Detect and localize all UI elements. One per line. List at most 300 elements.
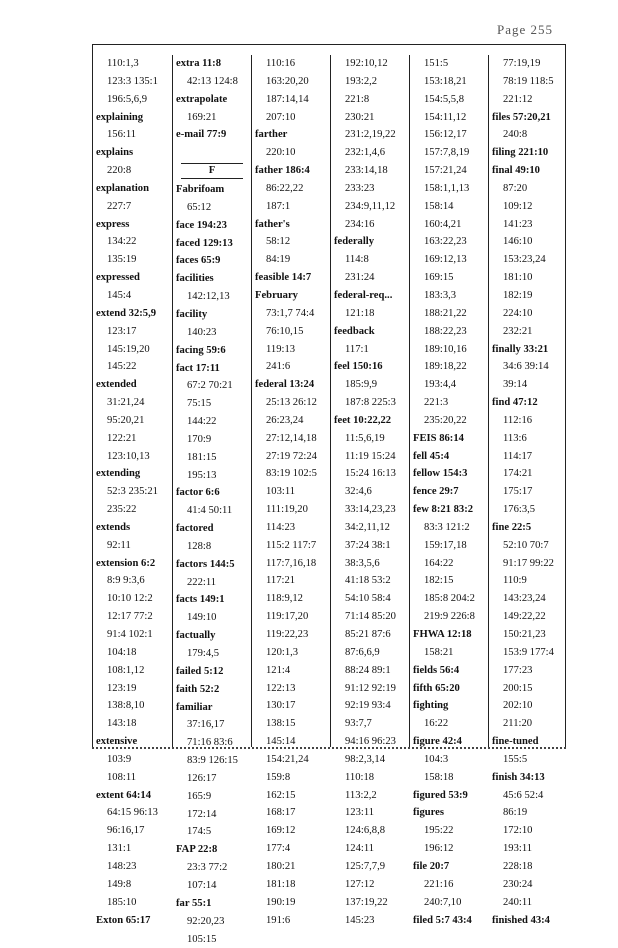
index-term: finally 33:21 [489, 341, 567, 359]
index-reference: 121:18 [331, 305, 409, 323]
index-reference: 92:20,23 [173, 913, 251, 931]
index-reference: 104:3 [410, 751, 488, 769]
index-reference: 107:14 [173, 877, 251, 895]
index-term: extending [93, 465, 172, 483]
index-reference: 185:9,9 [331, 376, 409, 394]
index-reference: 231:24 [331, 269, 409, 287]
index-reference: 175:17 [489, 483, 567, 501]
page-number: Page 255 [497, 22, 553, 38]
index-term: federally [331, 233, 409, 251]
index-reference: 159:17,18 [410, 537, 488, 555]
index-reference: 145:14 [252, 733, 330, 751]
index-reference: 155:5 [489, 751, 567, 769]
index-reference: 58:12 [252, 233, 330, 251]
index-reference: 188:22,23 [410, 323, 488, 341]
index-reference: 154:11,12 [410, 109, 488, 127]
index-reference: 71:16 83:6 [173, 734, 251, 752]
index-term: FAP 22:8 [173, 841, 251, 859]
index-reference: 169:12,13 [410, 251, 488, 269]
index-reference: 233:14,18 [331, 162, 409, 180]
index-reference: 65:12 [173, 199, 251, 217]
index-reference: 86:22,22 [252, 180, 330, 198]
index-term: February [252, 287, 330, 305]
index-reference: 195:22 [410, 822, 488, 840]
index-reference: 156:12,17 [410, 126, 488, 144]
index-reference: 182:15 [410, 572, 488, 590]
index-reference: 31:21,24 [93, 394, 172, 412]
index-reference: 138:8,10 [93, 697, 172, 715]
index-term: fighting [410, 697, 488, 715]
index-reference: 103:9 [93, 751, 172, 769]
index-reference: 174:5 [173, 823, 251, 841]
index-reference: 117:1 [331, 341, 409, 359]
index-reference: 73:1,7 74:4 [252, 305, 330, 323]
index-reference: 15:24 16:13 [331, 465, 409, 483]
index-term: failed 5:12 [173, 663, 251, 681]
index-reference: 157:7,8,19 [410, 144, 488, 162]
index-reference: 110:16 [252, 55, 330, 73]
index-reference: 200:15 [489, 680, 567, 698]
index-reference: 180:21 [252, 858, 330, 876]
index-reference: 54:10 58:4 [331, 590, 409, 608]
index-reference: 119:17,20 [252, 608, 330, 626]
index-reference: 188:21,22 [410, 305, 488, 323]
index-reference: 77:19,19 [489, 55, 567, 73]
index-reference: 88:24 89:1 [331, 662, 409, 680]
index-term: figures [410, 804, 488, 822]
index-reference: 211:20 [489, 715, 567, 733]
index-reference: 110:9 [489, 572, 567, 590]
index-term: federal 13:24 [252, 376, 330, 394]
index-term: faith 52:2 [173, 681, 251, 699]
index-reference: 16:22 [410, 715, 488, 733]
index-reference: 187:14,14 [252, 91, 330, 109]
index-reference: 83:3 121:2 [410, 519, 488, 537]
index-reference: 154:5,5,8 [410, 91, 488, 109]
index-reference: 183:3,3 [410, 287, 488, 305]
index-reference: 165:9 [173, 788, 251, 806]
index-reference: 193:11 [489, 840, 567, 858]
index-reference: 172:14 [173, 806, 251, 824]
index-term: father 186:4 [252, 162, 330, 180]
index-reference: 189:10,16 [410, 341, 488, 359]
index-term: fact 17:11 [173, 360, 251, 378]
index-reference: 25:13 26:12 [252, 394, 330, 412]
index-reference: 109:12 [489, 198, 567, 216]
index-reference: 182:19 [489, 287, 567, 305]
index-term: file 20:7 [410, 858, 488, 876]
index-table [92, 44, 566, 747]
index-reference: 231:2,19,22 [331, 126, 409, 144]
index-term: filed 5:7 43:4 [410, 912, 488, 930]
index-reference: 233:23 [331, 180, 409, 198]
index-term: finish 34:13 [489, 769, 567, 787]
index-reference: 232:1,4,6 [331, 144, 409, 162]
index-reference: 227:7 [93, 198, 172, 216]
index-reference: 221:3 [410, 394, 488, 412]
index-reference: 221:12 [489, 91, 567, 109]
index-reference: 193:2,2 [331, 73, 409, 91]
index-reference: 234:16 [331, 216, 409, 234]
index-term: fields 56:4 [410, 662, 488, 680]
index-reference: 196:5,6,9 [93, 91, 172, 109]
index-reference: 11:5,6,19 [331, 430, 409, 448]
index-reference: 181:18 [252, 876, 330, 894]
index-term: figured 53:9 [410, 787, 488, 805]
index-term: extends [93, 519, 172, 537]
index-term: feet 10:22,22 [331, 412, 409, 430]
index-reference: 42:13 124:8 [173, 73, 251, 91]
index-reference: 110:1,3 [93, 55, 172, 73]
index-reference: 187:1 [252, 198, 330, 216]
index-reference: 120:1,3 [252, 644, 330, 662]
index-reference: 181:15 [173, 449, 251, 467]
index-reference: 93:7,7 [331, 715, 409, 733]
index-reference: 122:21 [93, 430, 172, 448]
index-reference: 158:14 [410, 198, 488, 216]
index-reference: 130:17 [252, 697, 330, 715]
index-reference: 92:11 [93, 537, 172, 555]
index-term: extend 32:5,9 [93, 305, 172, 323]
index-reference: 135:19 [93, 251, 172, 269]
index-reference: 158:1,1,13 [410, 180, 488, 198]
index-reference: 169:15 [410, 269, 488, 287]
index-reference: 224:10 [489, 305, 567, 323]
index-reference: 94:16 96:23 [331, 733, 409, 751]
blank-line [173, 144, 251, 162]
index-term: e-mail 77:9 [173, 126, 251, 144]
index-reference: 177:23 [489, 662, 567, 680]
index-reference: 103:11 [252, 483, 330, 501]
index-reference: 45:6 52:4 [489, 787, 567, 805]
index-reference: 113:2,2 [331, 787, 409, 805]
index-column-6 [488, 55, 567, 747]
index-reference: 181:10 [489, 269, 567, 287]
index-reference: 145:4 [93, 287, 172, 305]
index-reference: 33:14,23,23 [331, 501, 409, 519]
index-reference: 108:1,12 [93, 662, 172, 680]
index-reference: 240:8 [489, 126, 567, 144]
index-reference: 232:21 [489, 323, 567, 341]
index-reference: 145:19,20 [93, 341, 172, 359]
index-reference: 121:4 [252, 662, 330, 680]
index-term: express [93, 216, 172, 234]
section-letter: F [181, 163, 243, 179]
index-term: facility [173, 306, 251, 324]
index-reference: 91:17 99:22 [489, 555, 567, 573]
index-term: fellow 154:3 [410, 465, 488, 483]
index-column-1 [93, 55, 172, 747]
index-reference: 118:9,12 [252, 590, 330, 608]
index-term: fell 45:4 [410, 448, 488, 466]
index-term: fifth 65:20 [410, 680, 488, 698]
index-reference: 185:10 [93, 894, 172, 912]
index-column-5 [409, 55, 488, 747]
index-reference: 169:21 [173, 109, 251, 127]
index-term: fine-tuned [489, 733, 567, 751]
index-reference: 151:5 [410, 55, 488, 73]
index-term: facing 59:6 [173, 342, 251, 360]
index-reference: 220:8 [93, 162, 172, 180]
index-reference: 143:23,24 [489, 590, 567, 608]
index-reference: 113:6 [489, 430, 567, 448]
index-reference: 91:4 102:1 [93, 626, 172, 644]
index-reference: 145:22 [93, 358, 172, 376]
index-reference: 168:17 [252, 804, 330, 822]
index-reference: 142:12,13 [173, 288, 251, 306]
index-reference: 114:8 [331, 251, 409, 269]
index-reference: 162:15 [252, 787, 330, 805]
index-reference: 124:11 [331, 840, 409, 858]
index-reference: 221:16 [410, 876, 488, 894]
index-term: filing 221:10 [489, 144, 567, 162]
index-reference: 189:18,22 [410, 358, 488, 376]
index-reference: 39:14 [489, 376, 567, 394]
index-term: feedback [331, 323, 409, 341]
index-reference: 71:14 85:20 [331, 608, 409, 626]
index-reference: 52:10 70:7 [489, 537, 567, 555]
index-term: facilities [173, 270, 251, 288]
index-reference: 10:10 12:2 [93, 590, 172, 608]
index-reference: 124:6,8,8 [331, 822, 409, 840]
index-reference: 148:23 [93, 858, 172, 876]
index-reference: 235:20,22 [410, 412, 488, 430]
index-reference: 41:18 53:2 [331, 572, 409, 590]
index-term: figure 42:4 [410, 733, 488, 751]
index-reference: 67:2 70:21 [173, 377, 251, 395]
index-reference: 131:1 [93, 840, 172, 858]
index-reference: 174:21 [489, 465, 567, 483]
index-reference: 110:18 [331, 769, 409, 787]
index-reference: 187:8 225:3 [331, 394, 409, 412]
index-reference: 154:21,24 [252, 751, 330, 769]
index-reference: 207:10 [252, 109, 330, 127]
index-reference: 191:6 [252, 912, 330, 930]
index-reference: 123:17 [93, 323, 172, 341]
index-term: final 49:10 [489, 162, 567, 180]
index-term: find 47:12 [489, 394, 567, 412]
index-reference: 176:3,5 [489, 501, 567, 519]
index-term: federal-req... [331, 287, 409, 305]
index-reference: 127:12 [331, 876, 409, 894]
index-reference: 230:21 [331, 109, 409, 127]
index-term: extrapolate [173, 91, 251, 109]
index-reference: 92:19 93:4 [331, 697, 409, 715]
index-reference: 83:9 126:15 [173, 752, 251, 770]
index-reference: 143:18 [93, 715, 172, 733]
index-reference: 169:12 [252, 822, 330, 840]
index-reference: 219:9 226:8 [410, 608, 488, 626]
index-reference: 150:21,23 [489, 626, 567, 644]
index-reference: 123:10,13 [93, 448, 172, 466]
index-reference: 228:18 [489, 858, 567, 876]
index-reference: 156:11 [93, 126, 172, 144]
index-term: fence 29:7 [410, 483, 488, 501]
index-reference: 114:17 [489, 448, 567, 466]
index-term: extended [93, 376, 172, 394]
index-reference: 38:3,5,6 [331, 555, 409, 573]
index-reference: 12:17 77:2 [93, 608, 172, 626]
index-reference: 111:19,20 [252, 501, 330, 519]
index-reference: 221:8 [331, 91, 409, 109]
index-term: feasible 14:7 [252, 269, 330, 287]
index-reference: 126:17 [173, 770, 251, 788]
index-reference: 153:18,21 [410, 73, 488, 91]
index-reference: 8:9 9:3,6 [93, 572, 172, 590]
index-reference: 37:24 38:1 [331, 537, 409, 555]
index-reference: 158:18 [410, 769, 488, 787]
index-reference: 52:3 235:21 [93, 483, 172, 501]
index-term: explains [93, 144, 172, 162]
index-reference: 138:15 [252, 715, 330, 733]
index-term: FEIS 86:14 [410, 430, 488, 448]
index-term: faces 65:9 [173, 252, 251, 270]
index-reference: 98:2,3,14 [331, 751, 409, 769]
index-term: extra 11:8 [173, 55, 251, 73]
index-reference: 177:4 [252, 840, 330, 858]
index-reference: 85:21 87:6 [331, 626, 409, 644]
index-term: explaining [93, 109, 172, 127]
index-reference: 87:20 [489, 180, 567, 198]
index-reference: 144:22 [173, 413, 251, 431]
index-term: familiar [173, 699, 251, 717]
index-term: father's [252, 216, 330, 234]
index-reference: 235:22 [93, 501, 172, 519]
index-reference: 195:13 [173, 467, 251, 485]
index-term: explanation [93, 180, 172, 198]
index-term: factors 144:5 [173, 556, 251, 574]
index-reference: 160:4,21 [410, 216, 488, 234]
index-column-2 [172, 55, 251, 747]
index-reference: 78:19 118:5 [489, 73, 567, 91]
index-reference: 115:2 117:7 [252, 537, 330, 555]
index-term: finished 43:4 [489, 912, 567, 930]
index-reference: 123:11 [331, 804, 409, 822]
index-reference: 172:10 [489, 822, 567, 840]
index-reference: 75:15 [173, 395, 251, 413]
index-reference: 34:6 39:14 [489, 358, 567, 376]
index-reference: 158:21 [410, 644, 488, 662]
index-term: fine 22:5 [489, 519, 567, 537]
index-reference: 140:23 [173, 324, 251, 342]
index-term: facts 149:1 [173, 591, 251, 609]
index-reference: 123:19 [93, 680, 172, 698]
index-term: farther [252, 126, 330, 144]
index-term: Fabrifoam [173, 181, 251, 199]
index-term: factored [173, 520, 251, 538]
index-term: factually [173, 627, 251, 645]
index-term: face 194:23 [173, 217, 251, 235]
index-reference: 86:19 [489, 804, 567, 822]
index-reference: 41:4 50:11 [173, 502, 251, 520]
index-term: extensive [93, 733, 172, 751]
index-reference: 37:16,17 [173, 716, 251, 734]
index-reference: 27:19 72:24 [252, 448, 330, 466]
index-term: faced 129:13 [173, 235, 251, 253]
index-reference: 157:21,24 [410, 162, 488, 180]
index-reference: 83:19 102:5 [252, 465, 330, 483]
index-reference: 112:16 [489, 412, 567, 430]
index-reference: 64:15 96:13 [93, 804, 172, 822]
index-reference: 202:10 [489, 697, 567, 715]
index-reference: 119:22,23 [252, 626, 330, 644]
index-reference: 117:21 [252, 572, 330, 590]
index-reference: 163:20,20 [252, 73, 330, 91]
index-term: few 8:21 83:2 [410, 501, 488, 519]
index-reference: 87:6,6,9 [331, 644, 409, 662]
index-reference: 11:19 15:24 [331, 448, 409, 466]
index-reference: 91:12 92:19 [331, 680, 409, 698]
index-reference: 34:2,11,12 [331, 519, 409, 537]
index-reference: 222:11 [173, 574, 251, 592]
index-reference: 149:22,22 [489, 608, 567, 626]
index-term: files 57:20,21 [489, 109, 567, 127]
index-term: Exton 65:17 [93, 912, 172, 930]
index-reference: 96:16,17 [93, 822, 172, 840]
index-term: factor 6:6 [173, 484, 251, 502]
index-reference: 23:3 77:2 [173, 859, 251, 877]
index-reference: 230:24 [489, 876, 567, 894]
index-reference: 240:7,10 [410, 894, 488, 912]
index-reference: 164:22 [410, 555, 488, 573]
index-reference: 108:11 [93, 769, 172, 787]
index-reference: 134:22 [93, 233, 172, 251]
index-term: FHWA 12:18 [410, 626, 488, 644]
index-reference: 153:23,24 [489, 251, 567, 269]
index-reference: 26:23,24 [252, 412, 330, 430]
bottom-rule [92, 747, 566, 749]
index-reference: 137:19,22 [331, 894, 409, 912]
index-reference: 145:23 [331, 912, 409, 930]
index-term: expressed [93, 269, 172, 287]
index-reference: 163:22,23 [410, 233, 488, 251]
index-reference: 185:8 204:2 [410, 590, 488, 608]
index-reference: 220:10 [252, 144, 330, 162]
index-term: far 55:1 [173, 895, 251, 913]
index-reference: 190:19 [252, 894, 330, 912]
index-reference: 128:8 [173, 538, 251, 556]
index-reference: 241:6 [252, 358, 330, 376]
index-reference: 114:23 [252, 519, 330, 537]
index-reference: 149:10 [173, 609, 251, 627]
index-term: extent 64:14 [93, 787, 172, 805]
index-reference: 141:23 [489, 216, 567, 234]
index-term: feel 150:16 [331, 358, 409, 376]
index-reference: 146:10 [489, 233, 567, 251]
index-reference: 32:4,6 [331, 483, 409, 501]
index-reference: 27:12,14,18 [252, 430, 330, 448]
index-reference: 196:12 [410, 840, 488, 858]
index-column-3 [251, 55, 330, 747]
index-term: extension 6:2 [93, 555, 172, 573]
index-reference: 122:13 [252, 680, 330, 698]
index-reference: 105:15 [173, 931, 251, 948]
index-reference: 179:4,5 [173, 645, 251, 663]
index-column-4 [330, 55, 409, 747]
index-reference: 170:9 [173, 431, 251, 449]
index-reference: 125:7,7,9 [331, 858, 409, 876]
index-reference: 193:4,4 [410, 376, 488, 394]
index-reference: 117:7,16,18 [252, 555, 330, 573]
index-reference: 104:18 [93, 644, 172, 662]
index-reference: 84:19 [252, 251, 330, 269]
index-reference: 76:10,15 [252, 323, 330, 341]
index-reference: 123:3 135:1 [93, 73, 172, 91]
index-reference: 234:9,11,12 [331, 198, 409, 216]
index-reference: 153:9 177:4 [489, 644, 567, 662]
index-reference: 149:8 [93, 876, 172, 894]
index-reference: 192:10,12 [331, 55, 409, 73]
